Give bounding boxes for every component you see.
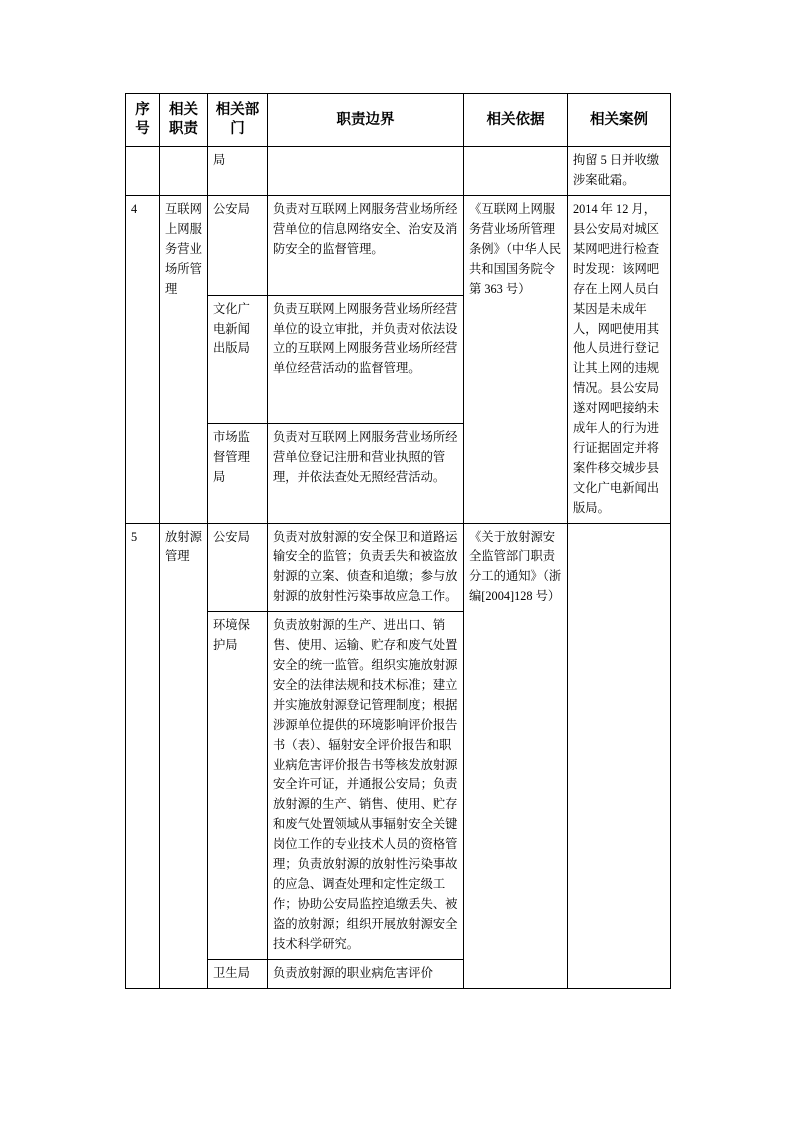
cell-duty-boundary	[268, 147, 464, 196]
cell-related-duty: 放射源管理	[160, 523, 208, 988]
cell-related-case	[568, 523, 671, 988]
table-row	[126, 196, 671, 296]
cell-related-department: 市场监督管理局	[208, 424, 268, 524]
cell-duty-boundary: 负责对互联网上网服务营业场所经营单位登记注册和营业执照的管理，并依法查处无照经营活动。	[268, 424, 464, 524]
cell-related-department: 文化广电新闻出版局	[208, 295, 268, 423]
table-row	[126, 147, 671, 196]
cell-related-basis	[464, 147, 568, 196]
cell-related-department: 局	[208, 147, 268, 196]
cell-related-case: 拘留 5 日并收缴涉案砒霜。	[568, 147, 671, 196]
duty-boundary-table	[125, 93, 671, 989]
header-duty-boundary: 职责边界	[268, 94, 464, 147]
cell-serial-no: 4	[126, 196, 160, 524]
header-related-basis: 相关依据	[464, 94, 568, 147]
cell-related-department: 公安局	[208, 196, 268, 296]
cell-duty-boundary: 负责放射源的生产、进出口、销售、使用、运输、贮存和废气处置安全的统一监管。组织实施放射源安全的法律法规和技术标准；建立并实施放射源登记管理制度；根据涉源单位提供的环境影响评价报告书（表）、辐射安全评价报告和职业病危害评价报告书等核发放射源安全许可证，并通报公安局；负责放射源的生产、销售、使用、贮存和废气处置领域从事辐射安全关键岗位工作的专业技术人员的资格管理；负责放射源的放射性污染事故的应急、调查处理和定性定级工作；协助公安局监控追缴丢失、被盗的放射源；组织开展放射源安全技术科学研究。	[268, 612, 464, 959]
cell-duty-boundary: 负责互联网上网服务营业场所经营单位的设立审批，并负责对依法设立的互联网上网服务营业场所经营单位经营活动的监督管理。	[268, 295, 464, 423]
cell-related-case: 2014 年 12 月，县公安局对城区某网吧进行检查时发现：该网吧存在上网人员白某因是未成年人，网吧使用其他人员进行登记让其上网的违规情况。县公安局遂对网吧接纳未成年人的行为进行证据固定并将案件移交城步县文化广电新闻出版局。	[568, 196, 671, 524]
table-row	[126, 523, 671, 612]
header-related-duty: 相关职责	[160, 94, 208, 147]
cell-duty-boundary: 负责对放射源的安全保卫和道路运输安全的监管；负责丢失和被盗放射源的立案、侦查和追缴；参与放射源的放射性污染事故应急工作。	[268, 523, 464, 612]
cell-related-basis: 《关于放射源安全监管部门职责分工的通知》（浙编[2004]128 号）	[464, 523, 568, 988]
cell-serial-no	[126, 147, 160, 196]
cell-related-basis: 《互联网上网服务营业场所管理条例》（中华人民共和国国务院令第 363 号）	[464, 196, 568, 524]
cell-related-duty	[160, 147, 208, 196]
cell-related-department: 环境保护局	[208, 612, 268, 959]
table-header-row	[126, 94, 671, 147]
header-related-case: 相关案例	[568, 94, 671, 147]
cell-duty-boundary: 负责对互联网上网服务营业场所经营单位的信息网络安全、治安及消防安全的监督管理。	[268, 196, 464, 296]
cell-related-department: 公安局	[208, 523, 268, 612]
cell-related-duty: 互联网上网服务营业场所管理	[160, 196, 208, 524]
cell-duty-boundary: 负责放射源的职业病危害评价	[268, 959, 464, 988]
header-serial-no: 序号	[126, 94, 160, 147]
cell-serial-no: 5	[126, 523, 160, 988]
cell-related-department: 卫生局	[208, 959, 268, 988]
header-related-department: 相关部门	[208, 94, 268, 147]
